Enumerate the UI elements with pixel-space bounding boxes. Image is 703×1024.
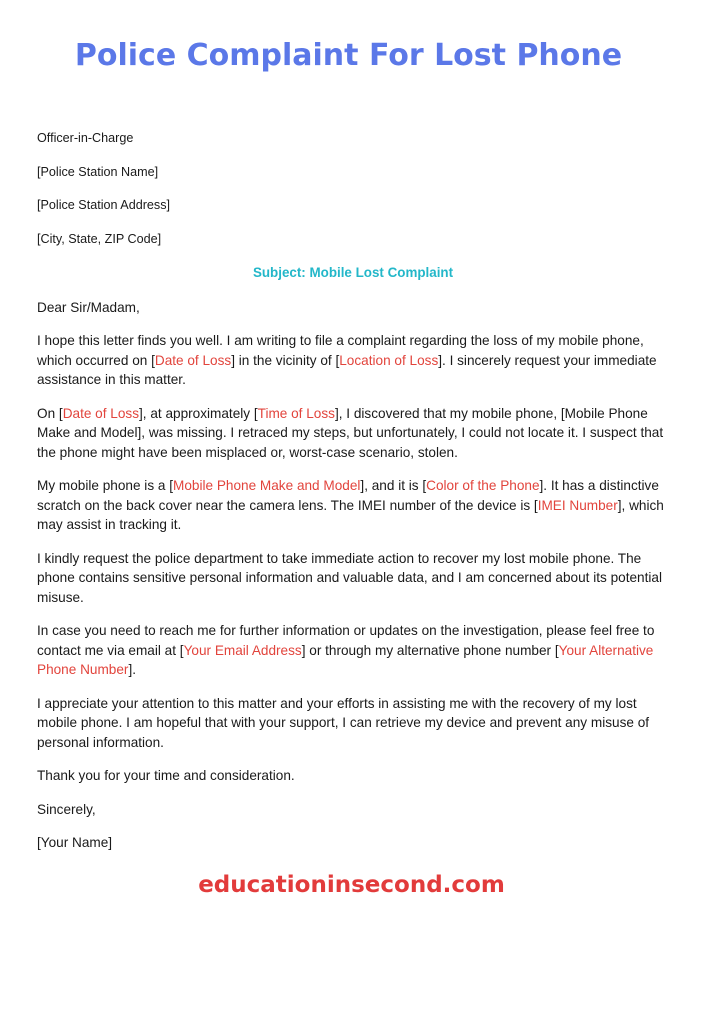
paragraph-text: ], which may assist in tracking it.: [37, 497, 664, 532]
paragraph-text: ], I discovered that my mobile phone, [Mobile Phone Make and Model], was missing. I retraced my steps, but unfortunately, I could not locate it. I suspect that the phone might have been misplaced or, worst-case scenario, stolen.: [37, 405, 664, 460]
closing-line: Sincerely,: [37, 801, 96, 817]
placeholder-alternative-phone: Your Alternative Phone Number: [37, 642, 654, 677]
paragraph-intro: [37, 331, 669, 390]
placeholder-date-of-loss: Date of Loss: [62, 405, 140, 421]
placeholder-phone-model: Mobile Phone Make and Model: [173, 478, 361, 493]
website-watermark: educationinsecond.com: [198, 872, 505, 898]
paragraph-text: On [: [37, 405, 63, 421]
paragraph-text: ].: [128, 662, 136, 677]
signature-name: [Your Name]: [37, 835, 113, 850]
salutation: Dear Sir/Madam,: [37, 299, 140, 315]
letter-body: [37, 129, 669, 867]
recipient-station-address: [Police Station Address]: [37, 198, 171, 212]
paragraph-device-details: [37, 476, 669, 535]
placeholder-email-address: Your Email Address: [183, 642, 302, 658]
paragraph-text: ]. It has a distinctive scratch on the back cover near the camera lens. The IMEI number of the device is [: [37, 478, 659, 513]
paragraph-text: ], and it is [: [360, 478, 427, 493]
paragraph-text: ] in the vicinity of [: [231, 352, 340, 368]
paragraph-text: My mobile phone is a [: [37, 478, 174, 493]
placeholder-location-of-loss: Location of Loss: [339, 352, 439, 368]
paragraph-text: In case you need to reach me for further information or updates on the investigation, please feel free to contact me via email at [: [37, 623, 655, 658]
paragraph-text: ] or through my alternative phone number [: [301, 642, 559, 658]
paragraph-text: I hope this letter finds you well. I am writing to file a complaint regarding the loss of my mobile phone, which occurred on [: [37, 333, 644, 368]
thanks-line: Thank you for your time and consideration.: [37, 768, 295, 783]
recipient-city-state-zip: [City, State, ZIP Code]: [37, 231, 162, 246]
paragraph-text: ]. I sincerely request your immediate assistance in this matter.: [37, 352, 657, 387]
recipient-title: Officer-in-Charge: [37, 131, 134, 145]
paragraph-text: ], at approximately [: [139, 405, 258, 421]
placeholder-date-of-loss: Date of Loss: [154, 352, 232, 368]
subject-line: Subject: Mobile Lost Complaint: [252, 265, 454, 280]
paragraph-request: I kindly request the police department to take immediate action to recover my lost mobile phone. The phone contains sensitive personal information and valuable data, and I am concerned about its potential misuse.: [37, 550, 662, 605]
placeholder-imei-number: IMEI Number: [537, 497, 618, 513]
paragraph-incident: [37, 404, 669, 463]
paragraph-appreciation: I appreciate your attention to this matter and your efforts in assisting me with the recovery of my lost mobile phone. I am hopeful that with your support, I can retrieve my device and prevent any misuse of personal information.: [37, 695, 650, 750]
placeholder-phone-color: Color of the Phone: [426, 478, 540, 493]
page-title: Police Complaint For Lost Phone: [74, 38, 623, 73]
recipient-station-name: [Police Station Name]: [37, 164, 159, 179]
placeholder-time-of-loss: Time of Loss: [257, 405, 335, 421]
paragraph-contact: [37, 621, 669, 680]
